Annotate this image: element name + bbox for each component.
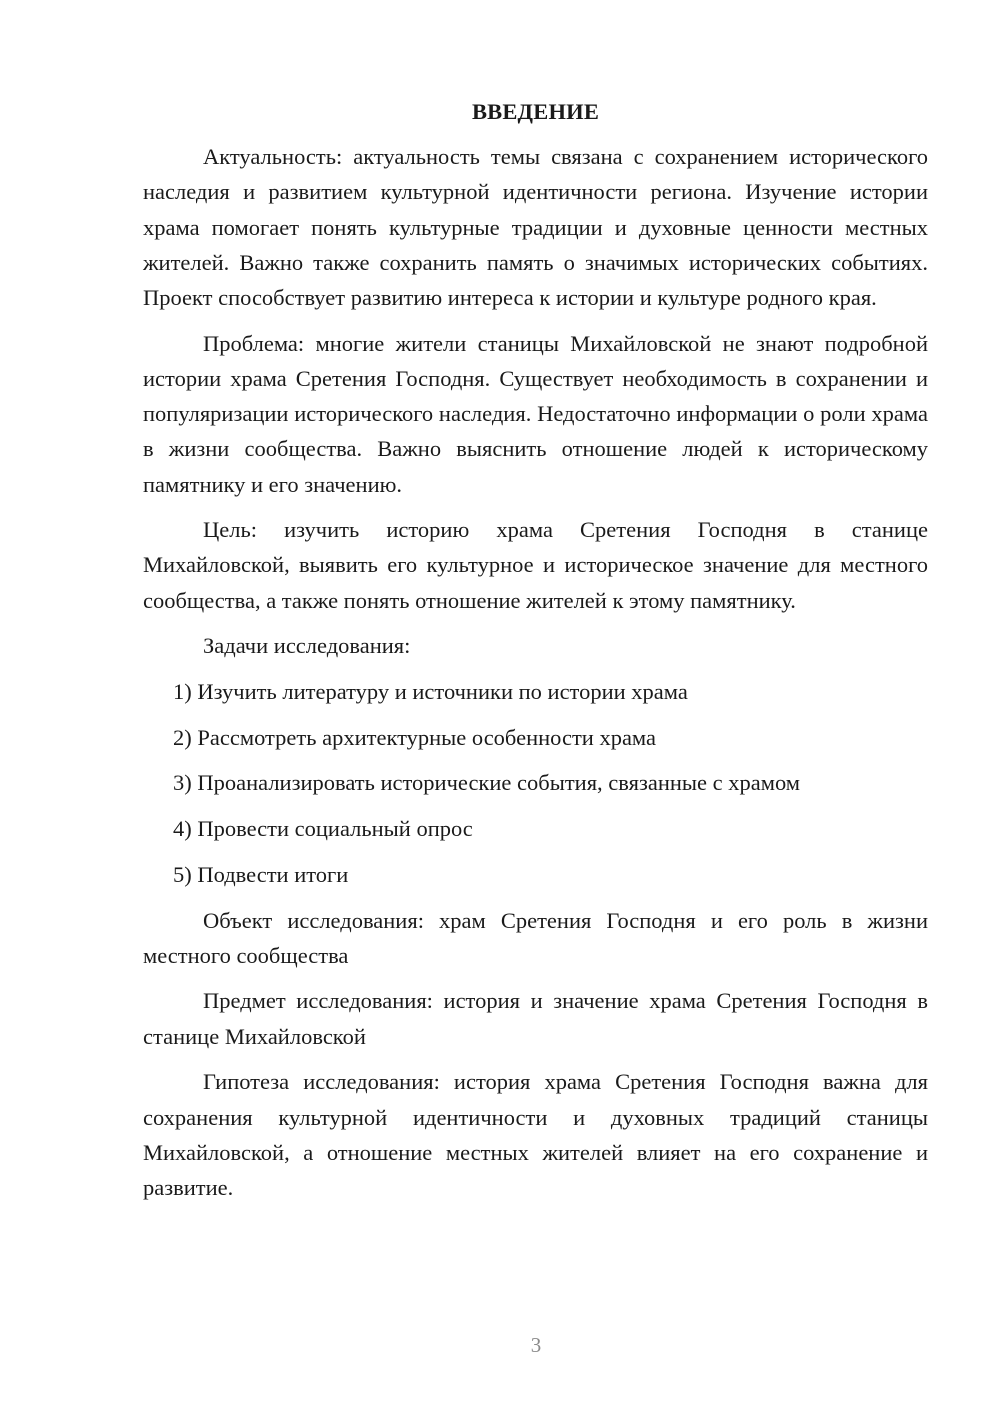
tasks-list: [143, 674, 928, 892]
tasks-heading: Задачи исследования:: [203, 633, 411, 659]
paragraph-problem: Проблема: многие жители станицы Михайловской не знают подробной истории храма Сретения Господня. Существует необходимость в сохранении и популяризации исторического наследия. Недостаточно информации о роли храма в жизни сообщества. Важно выяснить отношение людей к историческому памятнику и его значению.: [143, 330, 928, 497]
list-item: 2) Рассмотреть архитектурные особенности храма: [173, 724, 657, 750]
list-item: 5) Подвести итоги: [173, 861, 349, 887]
list-item: 1) Изучить литературу и источники по истории храма: [173, 679, 688, 705]
list-item: 4) Провести социальный опрос: [173, 816, 473, 842]
section-title: ВВЕДЕНИЕ: [471, 99, 600, 124]
document-page: [143, 94, 928, 1216]
paragraph-hypothesis: Гипотеза исследования: история храма Сретения Господня важна для сохранения культурной идентичности и духовных традиций станицы Михайловской, а отношение местных жителей влияет на его сохранение и развитие.: [143, 1069, 928, 1200]
page-number: 3: [530, 1333, 542, 1357]
paragraph-relevance: Актуальность: актуальность темы связана с сохранением исторического наследия и развитием культурной идентичности региона. Изучение истории храма помогает понять культурные традиции и духовные ценности местных жителей. Важно также сохранить память о значимых исторических событиях. Проект способствует развитию интереса к истории и культуре родного края.: [143, 144, 928, 311]
list-item: 3) Проанализировать исторические события, связанные с храмом: [173, 770, 801, 796]
paragraph-goal: Цель: изучить историю храма Сретения Господня в станице Михайловской, выявить его культурное и историческое значение для местного сообщества, а также понять отношение жителей к этому памятнику.: [143, 517, 928, 613]
paragraph-subject: Предмет исследования: история и значение храма Сретения Господня в станице Михайловской: [143, 988, 928, 1049]
paragraph-object: Объект исследования: храм Сретения Господня и его роль в жизни местного сообщества: [143, 907, 928, 968]
